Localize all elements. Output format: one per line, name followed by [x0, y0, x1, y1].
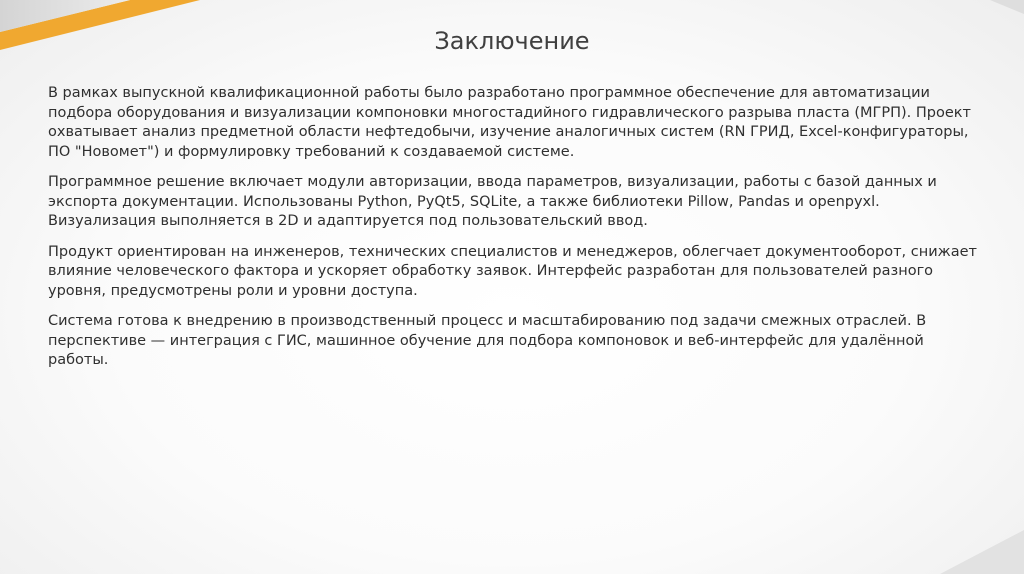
paragraph-intro: В рамках выпускной квалификационной работы было разработано программное обеспечение для автоматизации подбора оборудования и визуализации компоновки многостадийного гидравлического разрыва пласта (МГРП). Проект охватывает анализ предметной области нефтедобычи, изучение аналогичных систем (RN ГРИД, Excel-конфигураторы, ПО "Новомет") и формулировку требований к создаваемой системе. — [48, 85, 971, 160]
paragraph-outlook: Система готова к внедрению в производственный процесс и масштабированию под задачи смежных отраслей. В перспективе — интеграция с ГИС, машинное обучение для подбора компоновок и веб-интерфейс для удалённой работы. — [48, 313, 927, 368]
paragraph-audience: Продукт ориентирован на инженеров, технических специалистов и менеджеров, облегчает документооборот, снижает влияние человеческого фактора и ускоряет обработку заявок. Интерфейс разработан для пользователей разного уровня, предусмотрены роли и уровни доступа. — [48, 243, 977, 299]
bottom-right-gray-band — [940, 530, 1024, 574]
slide-body — [48, 84, 988, 382]
slide-title: Заключение — [434, 27, 590, 55]
top-right-gray-band — [990, 0, 1024, 14]
paragraph-software: Программное решение включает модули авторизации, ввода параметров, визуализации, работы с базой данных и экспорта документации. Использованы Python, PyQt5, SQLite, а также библиотеки Pillow, Pandas и openpyxl. Визуализация выполняется в 2D и адаптируется под пользовательский ввод. — [48, 174, 937, 229]
